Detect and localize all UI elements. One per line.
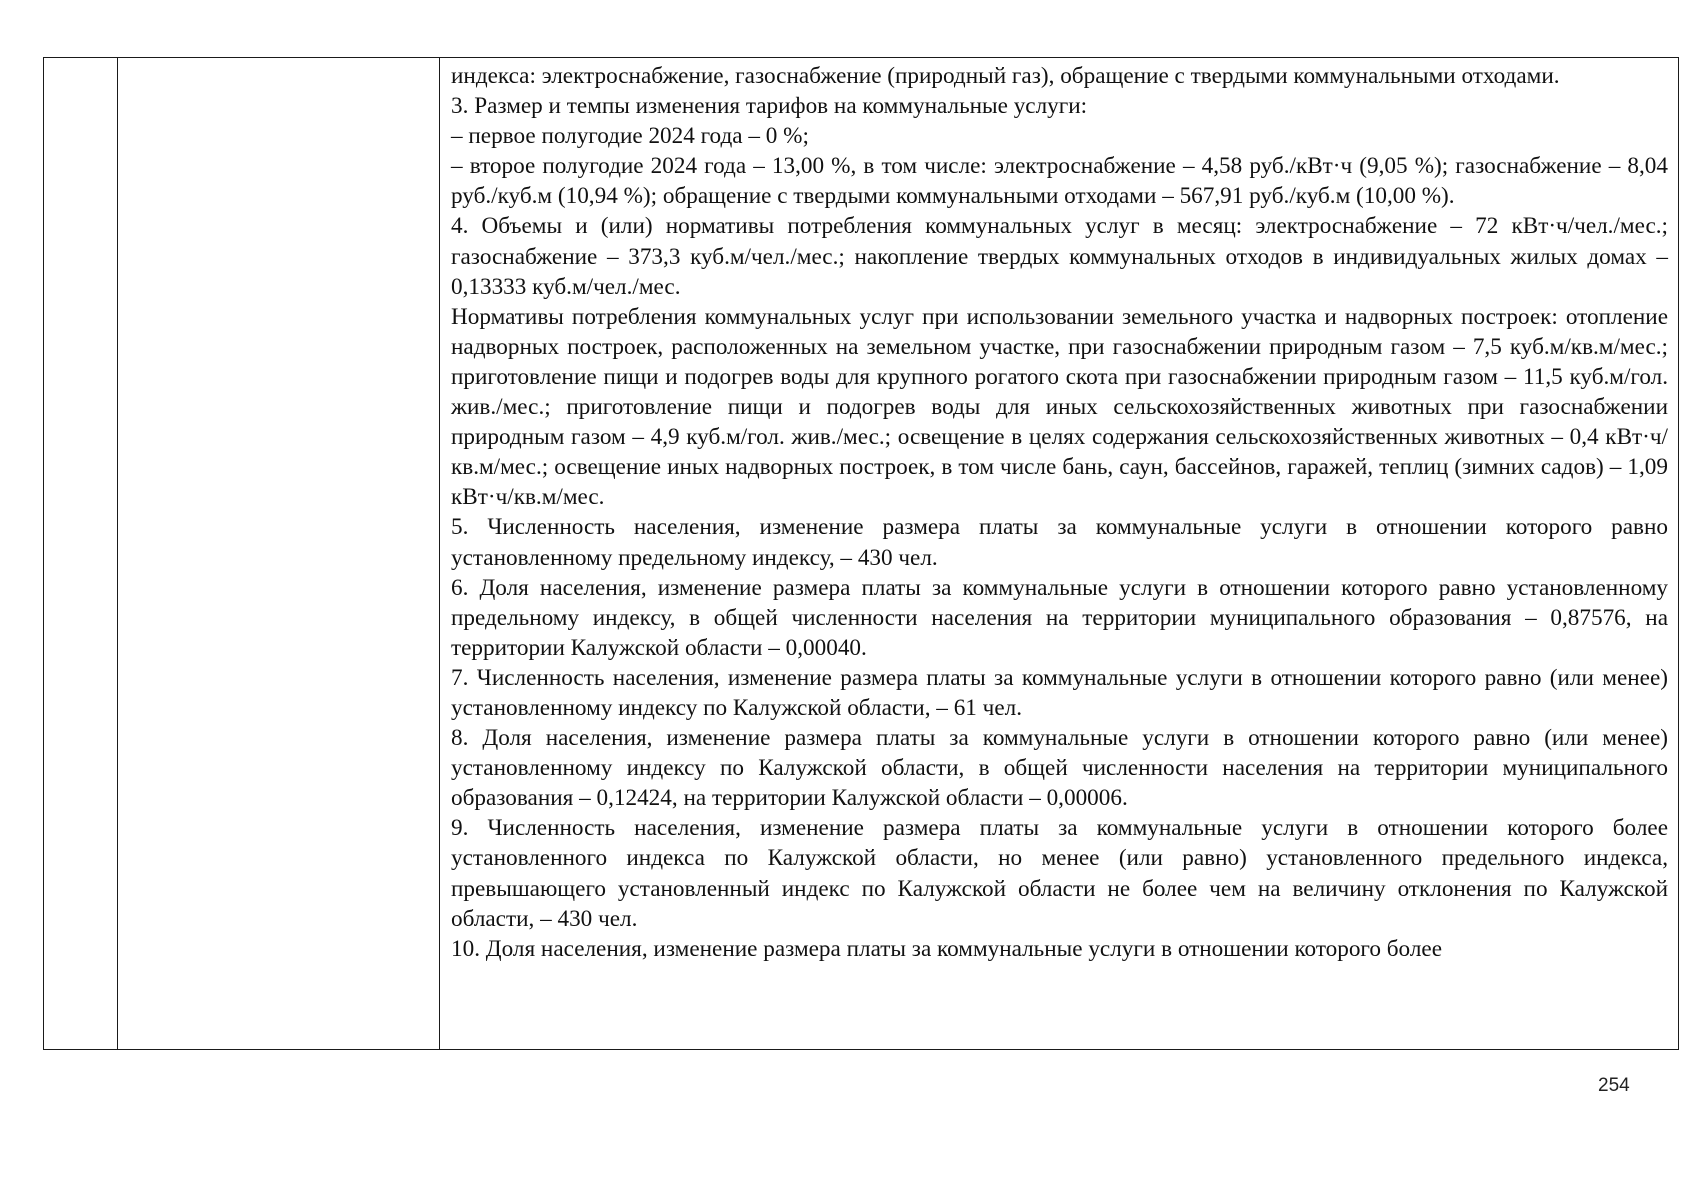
- document-table: [43, 57, 1679, 1050]
- paragraph: – первое полугодие 2024 года – 0 %;: [451, 123, 809, 150]
- paragraph: 6. Доля населения, изменение размера платы за коммунальные услуги в отношении которого равно установленному предельному индексу, в общей численности населения на территории муниципального образования – 0,87576, на территории Калужской области – 0,00040.: [451, 574, 1668, 661]
- empty-cell-name: [118, 58, 440, 1050]
- paragraph: 10. Доля населения, изменение размера платы за коммунальные услуги в отношении которого более: [451, 935, 1442, 962]
- paragraph: 4. Объемы и (или) нормативы потребления коммунальных услуг в месяц: электроснабжение – 72 кВт·ч/чел./мес.; газоснабжение – 373,3 куб.м/чел./мес.; накопление твердых коммунальных отходов в индивидуальных жилых домах – 0,13333 куб.м/чел./мес.: [451, 213, 1668, 300]
- paragraph: – второе полугодие 2024 года – 13,00 %, в том числе: электроснабжение – 4,58 руб./кВт·ч (9,05 %); газоснабжение – 8,04 руб./куб.м (10,94 %); обращение с твердыми коммунальными отходами – 567,91 руб./куб.м (10,00 %).: [451, 153, 1668, 210]
- paragraph: 5. Численность населения, изменение размера платы за коммунальные услуги в отношении которого равно установленному предельному индексу, – 430 чел.: [451, 514, 1668, 571]
- table-row: [44, 58, 1679, 1050]
- paragraph: Нормативы потребления коммунальных услуг при использовании земельного участка и надворных построек: отопление надворных построек, расположенных на земельном участке, при газоснабжении природным газом – 7,5 куб.м/кв.м/мес.; приготовление пищи и подогрев воды для крупного рогатого скота при газоснабжении природным газом – 11,5 куб.м/гол. жив./мес.; приготовление пищи и подогрев воды для иных сельскохозяйственных животных при газоснабжении природным газом – 4,9 куб.м/гол. жив./мес.; освещение в целях содержания сельскохозяйственных животных – 0,4 кВт·ч/кв.м/мес.; освещение иных надворных построек, в том числе бань, саун, бассейнов, гаражей, теплиц (зимних садов) – 1,09 кВт·ч/кв.м/мес.: [451, 303, 1668, 511]
- page-number: 254: [1598, 1075, 1630, 1096]
- empty-cell-number: [44, 58, 118, 1050]
- paragraph: 8. Доля населения, изменение размера платы за коммунальные услуги в отношении которого равно (или менее) установленному индексу по Калужской области, в общей численности населения на территории муниципального образования – 0,12424, на территории Калужской области – 0,00006.: [451, 725, 1668, 812]
- paragraph: 7. Численность населения, изменение размера платы за коммунальные услуги в отношении которого равно (или менее) установленному индексу по Калужской области, – 61 чел.: [451, 664, 1668, 721]
- paragraph: 3. Размер и темпы изменения тарифов на коммунальные услуги:: [451, 93, 1088, 120]
- text-cell: [440, 58, 1679, 1050]
- paragraph: 9. Численность населения, изменение размера платы за коммунальные услуги в отношении которого более установленного индекса по Калужской области, но менее (или равно) установленного предельного индекса, превышающего установленный индекс по Калужской области не более чем на величину отклонения по Калужской области, – 430 чел.: [451, 815, 1668, 932]
- paragraph: индекса: электроснабжение, газоснабжение (природный газ), обращение с твердыми коммунальными отходами.: [451, 63, 1560, 89]
